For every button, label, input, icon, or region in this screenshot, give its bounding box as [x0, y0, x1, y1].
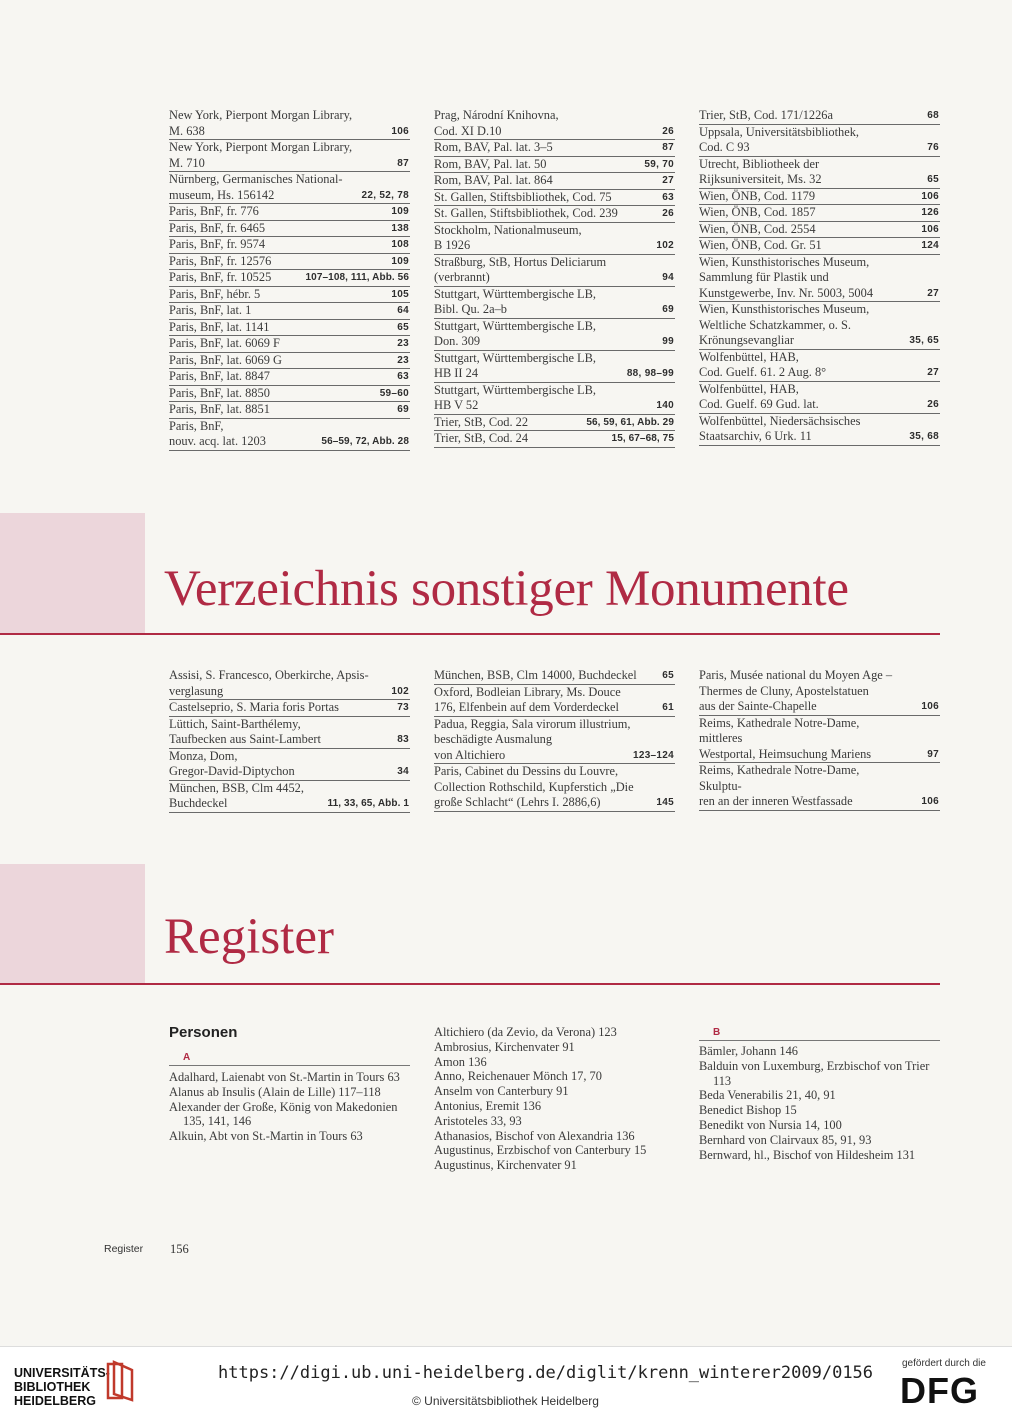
page-reference: 59–60	[379, 387, 409, 399]
logo-line-2: BIBLIOTHEK	[14, 1380, 91, 1394]
monuments-column-3	[699, 668, 940, 811]
entry-line: Stuttgart, Württembergische LB,	[434, 286, 596, 301]
manuscript-entry	[699, 414, 940, 446]
manuscript-entry	[434, 173, 675, 190]
entry-line: St. Gallen, Stiftsbibliothek, Cod. 239	[434, 206, 618, 220]
entry-line: Stuttgart, Württembergische LB,	[434, 350, 596, 365]
entry-line: Trier, StB, Cod. 171/1226a	[699, 108, 833, 122]
entry-line: Paris, BnF, fr. 12576	[169, 253, 272, 268]
manuscript-entry	[434, 190, 675, 207]
entry-line: Uppsala, Universitätsbibliothek,	[699, 124, 860, 139]
entry-line: Paris, BnF, lat. 8851	[169, 402, 270, 416]
running-footer: Register	[104, 1243, 144, 1255]
monument-entry	[169, 749, 410, 781]
entry-line: Utrecht, Bibliotheek der	[699, 156, 820, 171]
manuscript-entry	[169, 386, 410, 403]
manuscript-entry	[434, 223, 675, 255]
manuscript-entry	[169, 402, 410, 419]
entry-line: München, BSB, Clm 14000, Buchdeckel	[434, 668, 637, 682]
monument-entry	[434, 685, 675, 717]
page-reference: 108	[391, 239, 409, 250]
register-subhead: Personen	[169, 1024, 238, 1041]
entry-line: Wien, ÖNB, Cod. 1857	[699, 205, 816, 219]
manuscript-entry	[169, 353, 410, 370]
permalink-url[interactable]: https://digi.ub.uni-heidelberg.de/diglit/krenn_winterer2009/0156	[218, 1363, 874, 1383]
manuscript-entry	[169, 140, 410, 172]
page-reference: 15, 67–68, 75	[611, 433, 674, 444]
entry-line: Paris, BnF, fr. 9574	[169, 237, 266, 251]
manuscript-entry	[434, 206, 675, 223]
manuscript-entry	[434, 140, 675, 157]
register-entry: Bernward, hl., Bischof von Hildesheim 131	[699, 1147, 916, 1162]
entry-line: von Altichiero	[434, 747, 506, 762]
page-reference: 124	[921, 240, 939, 251]
manuscript-entry	[169, 221, 410, 238]
manuscript-column-2	[434, 108, 675, 448]
manuscript-entry	[699, 238, 940, 255]
entry-line: Stockholm, Nationalmuseum,	[434, 222, 582, 237]
logo-line-3: HEIDELBERG	[14, 1394, 96, 1408]
entry-line: Reims, Kathedrale Notre-Dame, Skulptu-	[699, 763, 860, 793]
page-reference: 126	[921, 207, 939, 218]
page-reference: 145	[656, 797, 674, 808]
page-reference: 73	[397, 702, 409, 713]
register-entry: Augustinus, Erzbischof von Canterbury 15	[434, 1143, 647, 1158]
manuscript-entry	[169, 270, 410, 287]
monument-entry	[169, 668, 410, 700]
page-reference: 23	[397, 354, 409, 366]
page-reference: 34	[397, 766, 409, 777]
entry-line: Paris, BnF, lat. 6069 G	[169, 352, 282, 367]
entry-line: M. 710	[169, 155, 205, 170]
manuscript-entry	[699, 205, 940, 222]
page-reference: 102	[391, 685, 409, 697]
manuscript-entry	[434, 108, 675, 140]
entry-line: Wolfenbüttel, HAB,	[699, 349, 799, 364]
page-reference: 106	[921, 190, 939, 202]
page-reference: 102	[656, 240, 674, 251]
letter-b-heading: B	[699, 1027, 940, 1041]
monument-entry	[169, 717, 410, 749]
page-reference: 106	[921, 701, 939, 712]
register-column-1	[169, 1070, 414, 1144]
manuscript-entry	[169, 287, 410, 304]
monument-entry	[699, 716, 940, 764]
entry-line: Kunstgewerbe, Inv. Nr. 5003, 5004	[699, 285, 874, 300]
entry-line: New York, Pierpont Morgan Library,	[169, 108, 353, 122]
entry-line: Nürnberg, Germanisches National-	[169, 172, 343, 186]
page-reference: 97	[927, 748, 939, 760]
entry-line: Paris, BnF, lat. 1141	[169, 319, 270, 334]
entry-line: (verbrannt)	[434, 270, 490, 284]
entry-line: Cod. XI D.10	[434, 123, 502, 138]
page-reference: 109	[391, 255, 409, 267]
register-entry: Alkuin, Abt von St.-Martin in Tours 63	[169, 1129, 363, 1144]
entry-line: große Schlacht“ (Lehrs I. 2886,6)	[434, 795, 601, 809]
page-reference: 22, 52, 78	[361, 189, 409, 201]
register-heading: Register	[164, 909, 334, 965]
manuscript-entry	[434, 319, 675, 351]
page-reference: 26	[927, 399, 939, 410]
page-reference: 68	[927, 110, 939, 121]
page-reference: 106	[921, 223, 939, 235]
monuments-heading: Verzeichnis sonstiger Monumente	[164, 561, 849, 617]
entry-line: Don. 309	[434, 334, 481, 348]
entry-line: Weltliche Schatzkammer, o. S.	[699, 317, 851, 332]
monument-entry	[699, 763, 940, 811]
manuscript-entry	[434, 383, 675, 415]
section-band	[0, 513, 145, 633]
monument-entry	[699, 668, 940, 716]
entry-line: Lüttich, Saint-Barthélemy,	[169, 716, 301, 731]
entry-line: beschädigte Ausmalung	[434, 732, 553, 746]
page-reference: 65	[662, 670, 674, 681]
entry-line: München, BSB, Clm 4452,	[169, 780, 304, 795]
entry-line: Wolfenbüttel, Niedersächsisches	[699, 413, 861, 428]
entry-line: Wien, ÖNB, Cod. 1179	[699, 188, 816, 203]
page-reference: 123–124	[632, 749, 674, 761]
manuscript-entry	[169, 320, 410, 337]
entry-line: Paris, Cabinet du Dessins du Louvre,	[434, 764, 619, 778]
register-column-3	[699, 1044, 944, 1162]
manuscript-entry	[169, 108, 410, 140]
page-reference: 63	[662, 191, 674, 203]
register-entry: Anno, Reichenauer Mönch 17, 70	[434, 1069, 602, 1084]
page-reference: 106	[921, 796, 939, 807]
manuscript-entry	[699, 350, 940, 382]
page-reference: 35, 65	[909, 335, 939, 346]
copyright-notice: © Universitätsbibliothek Heidelberg	[412, 1394, 599, 1408]
page-reference: 106	[391, 125, 409, 137]
letter-a-heading: A	[169, 1052, 410, 1066]
register-band	[0, 864, 145, 984]
page-reference: 61	[662, 702, 674, 713]
manuscript-entry	[169, 237, 410, 254]
entry-line: aus der Sainte-Chapelle	[699, 699, 817, 713]
entry-line: Trier, StB, Cod. 22	[434, 414, 529, 429]
section-rule	[0, 633, 940, 635]
register-column-2	[434, 1025, 684, 1173]
manuscript-entry	[169, 336, 410, 353]
entry-line: Westportal, Heimsuchung Mariens	[699, 746, 872, 761]
register-entry: Bernhard von Clairvaux 85, 91, 93	[699, 1132, 872, 1147]
entry-line: Assisi, S. Francesco, Oberkirche, Apsis-	[169, 668, 369, 682]
entry-line: Trier, StB, Cod. 24	[434, 431, 529, 445]
manuscript-column-3	[699, 108, 940, 446]
monument-entry	[434, 764, 675, 812]
entry-line: Padua, Reggia, Sala virorum illustrium,	[434, 716, 631, 731]
register-entry: Alexander der Große, König von Makedonien 135, 141, 146	[169, 1099, 398, 1129]
manuscript-entry	[434, 255, 675, 287]
page-reference: 26	[662, 208, 674, 219]
entry-line: Taufbecken aus Saint-Lambert	[169, 732, 321, 746]
register-entry: Bämler, Johann 146	[699, 1044, 798, 1058]
page-reference: 65	[927, 174, 939, 185]
page-reference: 63	[397, 371, 409, 382]
funding-note: gefördert durch die	[902, 1358, 986, 1369]
manuscript-entry	[699, 189, 940, 206]
entry-line: Cod. Guelf. 69 Gud. lat.	[699, 397, 819, 411]
entry-line: St. Gallen, Stiftsbibliothek, Cod. 75	[434, 189, 612, 204]
page-reference: 11, 33, 65, Abb. 1	[327, 798, 409, 809]
register-entry: Benedikt von Nursia 14, 100	[699, 1117, 842, 1132]
register-entry: Augustinus, Kirchenvater 91	[434, 1158, 577, 1173]
library-logo-icon	[104, 1358, 138, 1402]
page-reference: 69	[397, 404, 409, 415]
manuscript-entry	[434, 157, 675, 174]
page-reference: 140	[656, 400, 674, 411]
entry-line: HB II 24	[434, 366, 479, 380]
entry-line: Wolfenbüttel, HAB,	[699, 381, 799, 396]
page-reference: 26	[662, 125, 674, 137]
entry-line: verglasung	[169, 683, 224, 698]
entry-line: Rom, BAV, Pal. lat. 3–5	[434, 140, 553, 154]
register-entry: Ambrosius, Kirchenvater 91	[434, 1039, 575, 1054]
entry-line: Paris, BnF, fr. 10525	[169, 270, 272, 284]
entry-line: Gregor-David-Diptychon	[169, 764, 295, 778]
page-number: 156	[170, 1242, 189, 1256]
entry-line: Rijksuniversiteit, Ms. 32	[699, 172, 822, 186]
page-reference: 56–59, 72, Abb. 28	[321, 436, 409, 447]
page-reference: 35, 68	[909, 431, 939, 442]
entry-line: Prag, Národní Knihovna,	[434, 108, 559, 122]
entry-line: Paris, BnF, lat. 8850	[169, 385, 270, 400]
entry-line: Wien, ÖNB, Cod. Gr. 51	[699, 238, 822, 252]
entry-line: New York, Pierpont Morgan Library,	[169, 140, 353, 154]
page-reference: 105	[391, 288, 409, 300]
entry-line: ren an der inneren Westfassade	[699, 794, 853, 808]
entry-line: Buchdeckel	[169, 796, 228, 810]
monuments-column-1	[169, 668, 410, 813]
entry-line: museum, Hs. 156142	[169, 187, 275, 202]
entry-line: Cod. Guelf. 61. 2 Aug. 8°	[699, 365, 827, 379]
digitization-bar	[0, 1346, 1012, 1421]
entry-line: HB V 52	[434, 398, 479, 412]
manuscript-entry	[434, 415, 675, 432]
entry-line: Staatsarchiv, 6 Urk. 11	[699, 429, 812, 443]
page-reference: 65	[397, 321, 409, 333]
register-entry: Amon 136	[434, 1054, 487, 1069]
manuscript-entry	[699, 125, 940, 157]
manuscript-entry	[699, 157, 940, 189]
entry-line: Paris, BnF, lat. 6069 F	[169, 336, 280, 350]
entry-line: Wien, ÖNB, Cod. 2554	[699, 221, 816, 236]
manuscript-entry	[169, 204, 410, 221]
page-reference: 27	[662, 175, 674, 186]
monument-entry	[169, 781, 410, 813]
page-reference: 27	[927, 367, 939, 378]
page-reference: 27	[927, 287, 939, 299]
entry-line: Cod. C 93	[699, 140, 750, 154]
entry-line: Paris, Musée national du Moyen Age –	[699, 668, 893, 682]
page-reference: 87	[397, 157, 409, 169]
entry-line: Straßburg, StB, Hortus Deliciarum	[434, 254, 607, 269]
entry-line: Sammlung für Plastik und	[699, 270, 829, 284]
entry-line: Paris, BnF,	[169, 418, 224, 433]
page-reference: 94	[662, 272, 674, 283]
page-reference: 76	[927, 142, 939, 153]
manuscript-entry	[699, 302, 940, 350]
page-reference: 138	[391, 222, 409, 234]
entry-line: 176, Elfenbein auf dem Vorderdeckel	[434, 700, 619, 714]
manuscript-entry	[169, 172, 410, 204]
entry-line: Rom, BAV, Pal. lat. 50	[434, 156, 547, 171]
register-entry: Balduin von Luxemburg, Erzbischof von Trier 113	[699, 1058, 930, 1088]
entry-line: Stuttgart, Württembergische LB,	[434, 318, 596, 333]
page-reference: 109	[391, 206, 409, 217]
dfg-logo: DFG	[900, 1370, 979, 1411]
register-entry: Antonius, Eremit 136	[434, 1098, 542, 1113]
manuscript-entry	[699, 382, 940, 414]
page-reference: 87	[662, 142, 674, 153]
manuscript-entry	[699, 255, 940, 303]
entry-line: M. 638	[169, 123, 205, 138]
entry-line: Paris, BnF, lat. 1	[169, 303, 252, 317]
monuments-column-2	[434, 668, 675, 812]
manuscript-entry	[169, 254, 410, 271]
entry-line: Wien, Kunsthistorisches Museum,	[699, 302, 870, 316]
register-entry: Adalhard, Laienabt von St.-Martin in Tours 63	[169, 1070, 400, 1084]
entry-line: Rom, BAV, Pal. lat. 864	[434, 173, 553, 187]
register-entry: Anselm von Canterbury 91	[434, 1084, 569, 1099]
entry-line: Reims, Kathedrale Notre-Dame, mittleres	[699, 715, 860, 745]
entry-line: Oxford, Bodleian Library, Ms. Douce	[434, 684, 621, 699]
entry-line: Collection Rothschild, Kupferstich „Die	[434, 779, 634, 794]
entry-line: Paris, BnF, fr. 6465	[169, 220, 266, 235]
register-entry: Benedict Bishop 15	[699, 1103, 797, 1118]
library-logo	[14, 1366, 110, 1408]
monument-entry	[434, 717, 675, 765]
manuscript-entry	[434, 351, 675, 383]
manuscript-entry	[434, 431, 675, 448]
entry-line: Bibl. Qu. 2a–b	[434, 302, 507, 316]
manuscript-entry	[699, 222, 940, 239]
entry-line: Stuttgart, Württembergische LB,	[434, 382, 596, 397]
entry-line: B 1926	[434, 238, 471, 252]
manuscript-entry	[169, 369, 410, 386]
page-reference: 107–108, 111, Abb. 56	[305, 272, 409, 283]
entry-line: Krönungsevangliar	[699, 333, 794, 347]
page-reference: 99	[662, 336, 674, 347]
register-rule	[0, 983, 940, 985]
register-entry: Beda Venerabilis 21, 40, 91	[699, 1088, 836, 1103]
entry-line: Castelseprio, S. Maria foris Portas	[169, 700, 340, 714]
entry-line: Monza, Dom,	[169, 748, 238, 763]
page-reference: 59, 70	[644, 158, 674, 170]
page-reference: 56, 59, 61, Abb. 29	[586, 416, 674, 428]
page-reference: 64	[397, 305, 409, 316]
manuscript-entry	[434, 287, 675, 319]
entry-line: Paris, BnF, lat. 8847	[169, 369, 270, 383]
manuscript-column-1	[169, 108, 410, 451]
page-reference: 69	[662, 304, 674, 315]
page-reference: 23	[397, 338, 409, 349]
page-reference: 83	[397, 734, 409, 745]
monument-entry	[169, 700, 410, 717]
entry-line: Thermes de Cluny, Apostelstatuen	[699, 683, 869, 698]
register-entry: Aristoteles 33, 93	[434, 1113, 522, 1128]
entry-line: nouv. acq. lat. 1203	[169, 434, 266, 448]
register-entry: Altichiero (da Zevio, da Verona) 123	[434, 1025, 617, 1039]
entry-line: Paris, BnF, hébr. 5	[169, 286, 261, 301]
register-entry: Athanasios, Bischof von Alexandria 136	[434, 1128, 635, 1143]
manuscript-entry	[169, 419, 410, 451]
page-reference: 88, 98–99	[626, 368, 674, 379]
logo-line-1: UNIVERSITÄTS-	[14, 1366, 110, 1380]
register-entry: Alanus ab Insulis (Alain de Lille) 117–118	[169, 1084, 381, 1099]
entry-line: Paris, BnF, fr. 776	[169, 204, 259, 218]
manuscript-entry	[699, 108, 940, 125]
manuscript-entry	[169, 303, 410, 320]
monument-entry	[434, 668, 675, 685]
entry-line: Wien, Kunsthistorisches Museum,	[699, 254, 870, 269]
